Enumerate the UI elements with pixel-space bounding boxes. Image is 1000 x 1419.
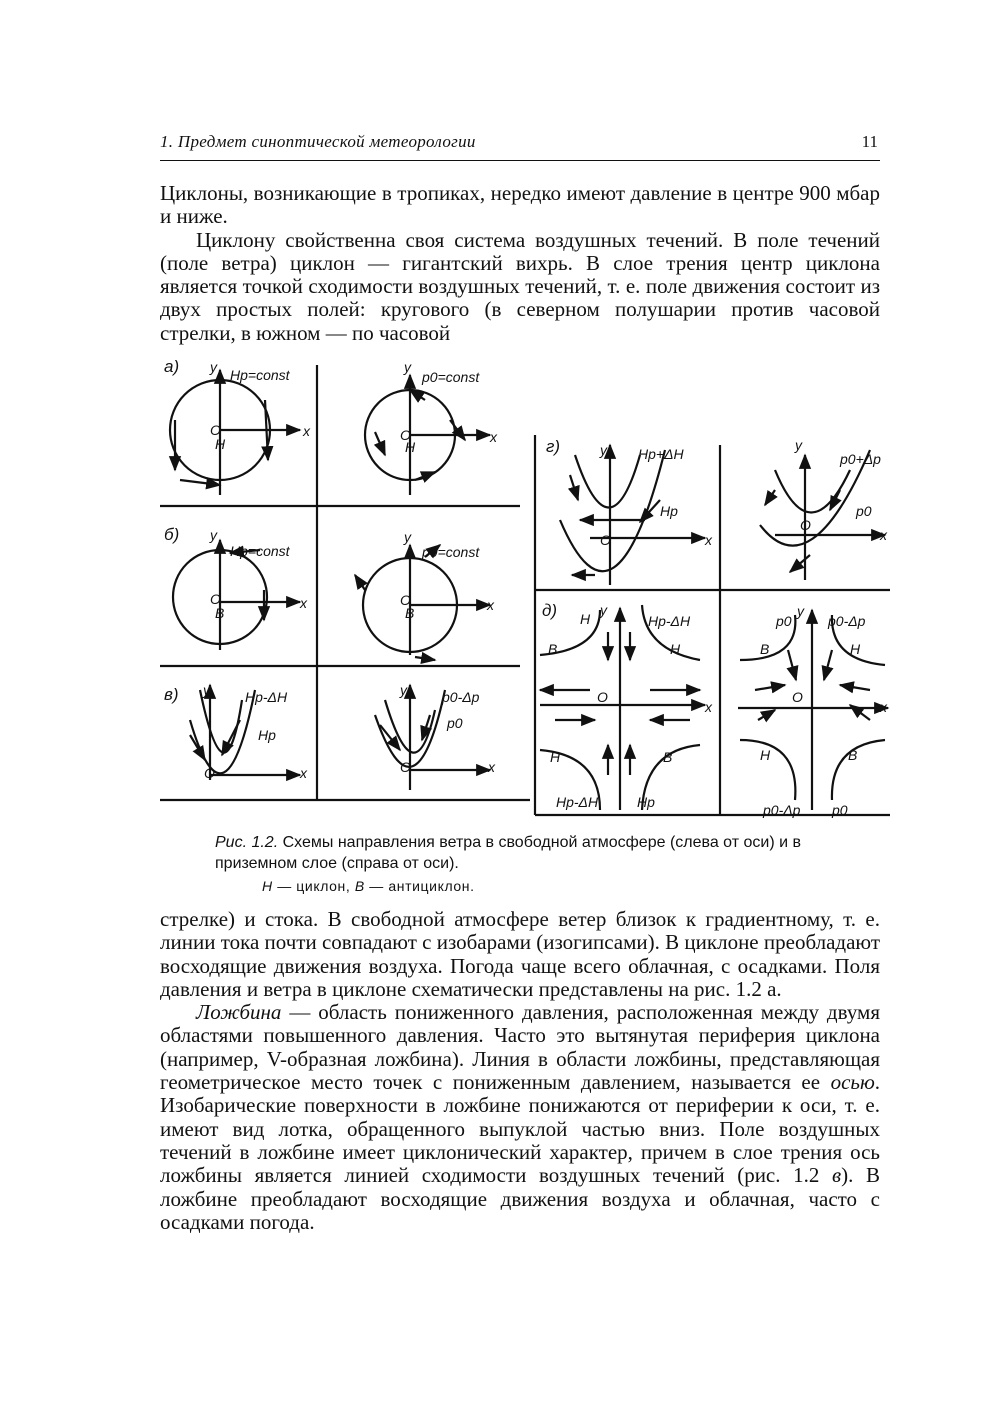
label-anticyclone: B [760,641,770,657]
panel-label-v: в) [164,685,179,704]
isobar-hp [200,690,242,753]
panel-label-a: а) [164,360,180,376]
paragraph: Циклоны, возникающие в тропиках, нередко имеют давление в центре 900 мбар и ниже. [160,181,880,229]
axis-x-label: x [303,423,310,439]
running-header [160,132,880,161]
label-cyclone: H [215,436,226,452]
panel-a-right [365,375,490,495]
axis-y-label: y [600,442,607,458]
origin-label: O [204,765,215,781]
label-cyclone: H [670,641,681,657]
panel-label-g: г) [546,437,561,456]
figure-caption [215,832,880,874]
label-cyclone: H [760,747,771,763]
term-trough: Ложбина [196,1000,282,1025]
origin-label: O [400,592,411,608]
page-number: 11 [861,132,878,151]
label-p0-plus-dp: p0+Δp [840,451,881,467]
label-anticyclone: B [848,747,858,763]
paragraph [160,1001,880,1234]
label-hp-minus-dh: Hp-ΔH [556,794,599,810]
label-p0-const: p0=const [422,369,480,385]
figure-reference: в [832,1163,842,1188]
axis-x-label: x [300,765,307,781]
origin-label: O [210,422,221,438]
label-hp-minus-dh: Hp-ΔH [245,689,288,705]
label-p0-minus-dp: p0-Δp [763,802,801,818]
caption-text: Схемы направления ветра в свободной атмосфере (слева от оси) и в приземном слое (справа от оси). [215,834,801,872]
legend-h-text: — циклон, [272,878,355,894]
origin-label: O [597,689,608,705]
label-cyclone: H [580,611,591,627]
label-p0: p0 [832,802,848,818]
isobar-hp [575,455,640,508]
label-hp: Hp [258,727,276,743]
origin-label: O [792,689,803,705]
label-anticyclone: B [215,605,225,621]
label-hp-plus-dh: Hp+ΔH [638,446,684,462]
label-p0-minus-dp: p0-Δp [828,613,866,629]
label-anticyclone: B [548,641,558,657]
axis-y-label: y [404,360,411,375]
label-hp: Hp [660,503,678,519]
axis-x-label: x [705,532,712,548]
origin-label: O [400,759,411,775]
label-anticyclone: B [405,605,415,621]
text-span: ). В ложбине преобладают восходящие движения воздуха и облачная, часто с осадками погода. [160,1163,880,1234]
axis-x-label: x [300,595,307,611]
panel-label-b: б) [164,525,180,544]
isobar [832,740,885,800]
panel-b-right [355,545,490,660]
legend-h: H [262,878,273,894]
axis-y-label: y [404,529,411,545]
axis-y-label: y [797,603,804,619]
axis-y-label: y [210,527,217,543]
axis-y-label: y [203,682,210,698]
label-cyclone: H [850,641,861,657]
legend-b: B [354,878,365,894]
text-span: . Изобарические поверхности в ложбине понижаются от периферии к оси, т. е. имеют вид лотка, обращенного выпуклой частью вниз. Поле воздушных течений в ложбине имеет циклонический характер, причем в слое трения ось ложбины является линией сходимости воздушных течений (рис. 1.2 [160,1070,880,1188]
axis-x-label: x [490,429,497,445]
top-text [160,182,880,345]
text-span: — область пониженного давления, расположенная между двумя областями повышенного давления. Часто это вытянутая периферия циклона (например, V-образная ложбина). Линия в области ложбины, представляющая геометрическое место точек с пониженным давлением, называется ее [160,1000,880,1095]
panel-g-left [560,445,705,585]
panel-d-left [540,605,705,810]
bottom-text [160,908,880,1234]
label-anticyclone: B [663,749,673,765]
label-hp-const: Hp=const [230,543,290,559]
panel-d-right [738,610,888,810]
label-cyclone: H [550,749,561,765]
axis-x-label: x [880,527,887,543]
label-p0: p0 [856,503,872,519]
panel-a-left [170,370,300,495]
chapter-title: 1. Предмет синоптической метеорологии [160,132,476,151]
axis-x-label: x [488,759,495,775]
origin-label: O [210,591,221,607]
label-p0: p0 [447,715,463,731]
panel-label-d: д) [542,601,558,620]
axis-y-label: y [795,437,802,453]
legend-b-text: — антициклон. [364,878,475,894]
label-p0-const: p0=const [422,544,480,560]
axis-x-label: x [880,699,887,715]
label-hp-const: Hp=const [230,367,290,383]
paragraph: стрелке) и стока. В свободной атмосфере ветер близок к градиентному, т. е. линии тока почти совпадают с изобарами (изогипсами). В циклоне преобладают восходящие движения воздуха. Погода чаще всего облачная, с осадками. Поля давления и ветра в циклоне схематически представлены на рис. 1.2 а. [160,907,880,1001]
axis-x-label: x [487,597,494,613]
label-p0: p0 [776,613,792,629]
axis-y-label: y [600,602,607,618]
axis-y-label: y [210,360,217,375]
paragraph: Циклону свойственна своя система воздушных течений. В поле течений (поле ветра) циклон — гигантский вихрь. В слое трения центр циклона является точкой сходимости воздушных течений, т. е. поле движения состоит из двух простых полей: кругового (в северном полушарии против часовой стрелки, в южном — по часовой [160,227,880,345]
origin-label: O [600,532,611,548]
axis-y-label: y [400,682,407,698]
term-axis: осью [830,1070,875,1095]
origin-label: O [800,517,811,533]
label-cyclone: H [405,439,416,455]
caption-label: Рис. 1.2. [215,834,279,851]
label-hp-minus-dh: Hp-ΔH [648,613,691,629]
label-hp: Hp [637,794,655,810]
wind-schemes-diagram [160,360,890,828]
axis-x-label: x [705,699,712,715]
origin-label: O [400,427,411,443]
figure-1-2 [160,360,890,828]
caption-legend [262,878,475,894]
label-p0-minus-dp: p0-Δp [442,689,480,705]
